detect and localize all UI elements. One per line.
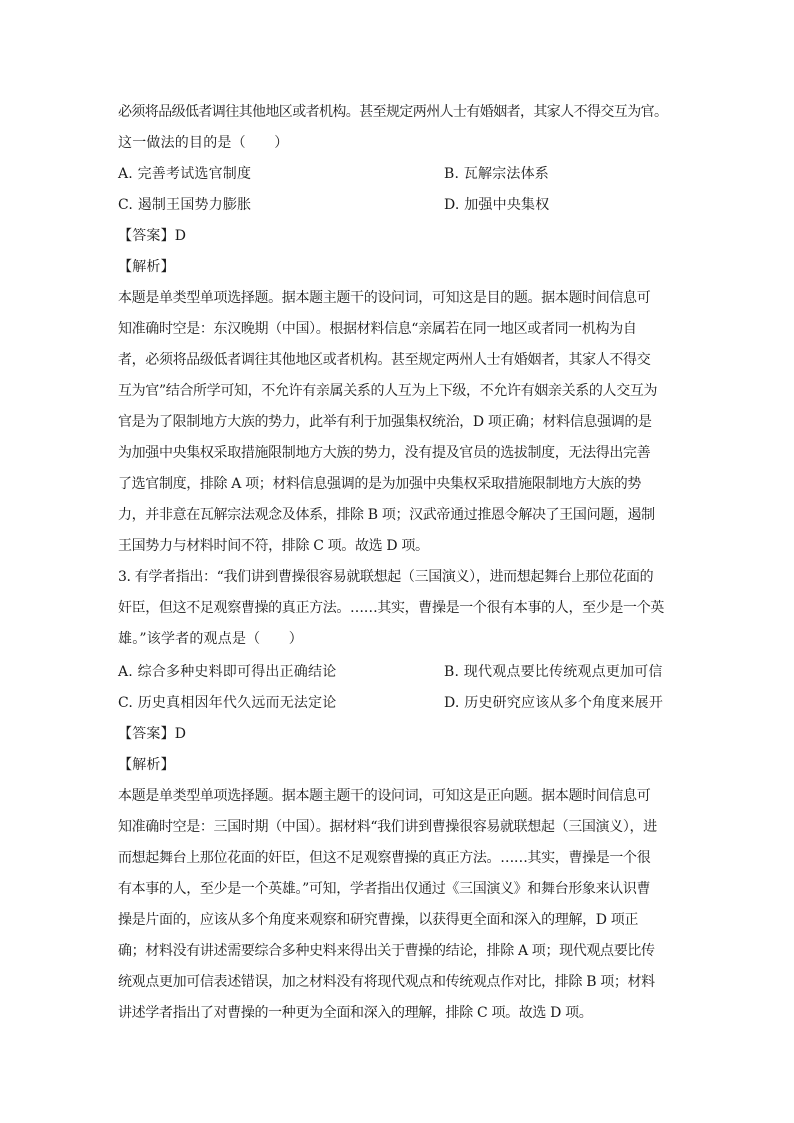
q3-stem-line: 3. 有学者指出：“我们讲到曹操很容易就联想起（三国演义），进而想起舞台上那位花面的 [118,569,654,585]
q2-analysis-line: 为加强中央集权采取措施限制地方大族的势力，没有提及官员的选拔制度，无法得出完善 [118,445,651,461]
q2-analysis-line: 力，并非意在瓦解宗法观念及体系，排除 B 项；汉武帝通过推恩令解决了王国问题，遏制 [118,507,655,523]
q3-analysis-line: 本题是单类型单项选择题。据本题主题干的设问词，可知这是正向题。据本题时间信息可 [118,788,651,804]
q2-answer: 【答案】D [118,228,187,244]
q2-option-a: A. 完善考试选官制度 [118,166,252,182]
q3-analysis-line: 知准确时空是：三国时期（中国）。据材料“我们讲到曹操很容易就联想起（三国演义），进 [118,819,657,835]
q3-analysis-line: 讲述学者指出了对曹操的一种更为全面和深入的理解，排除 C 项。故选 D 项。 [118,1005,593,1021]
q2-analysis-line: 者，必须将品级低者调往其他地区或者机构。甚至规定两州人士有婚姻者，其家人不得交 [118,352,651,368]
q2-analysis-line: 王国势力与材料时间不符，排除 C 项。故选 D 项。 [118,538,429,554]
q2-analysis-line: 了选官制度，排除 A 项；材料信息强调的是为加强中央集权采取措施限制地方大族的势 [118,476,642,492]
q3-option-c: C. 历史真相因年代久远而无法定论 [118,695,337,711]
q2-option-c: C. 遏制王国势力膨胀 [118,197,252,213]
q2-option-b: B. 瓦解宗法体系 [444,166,549,182]
q3-option-a: A. 综合多种史料即可得出正确结论 [118,664,337,680]
q2-stem-line: 必须将品级低者调往其他地区或者机构。甚至规定两州人士有婚姻者，其家人不得交互为官。 [118,104,668,120]
q2-analysis-line: 官是为了限制地方大族的势力，此举有利于加强集权统治，D 项正确；材料信息强调的是 [118,414,652,430]
q3-analysis-line: 确；材料没有讲述需要综合多种史料来得出关于曹操的结论，排除 A 项；现代观点要比传 [118,943,655,959]
q3-stem-line: 雄。”该学者的观点是（ ） [118,631,303,647]
q3-stem-line: 奸臣，但这不足观察曹操的真正方法。……其实，曹操是一个很有本事的人，至少是一个英 [118,600,664,616]
q3-analysis-line: 统观点更加可信表述错误，加之材料没有将现代观点和传统观点作对比，排除 B 项；材料 [118,974,655,990]
q2-option-d: D. 加强中央集权 [444,197,550,213]
q2-analysis-line: 本题是单类型单项选择题。据本题主题干的设问词，可知这是目的题。据本题时间信息可 [118,290,651,306]
q2-analysis-line: 互为官”结合所学可知，不允许有亲属关系的人互为上下级，不允许有姻亲关系的人交互为 [118,383,658,399]
q2-analysis-label: 【解析】 [118,259,175,275]
q3-analysis-line: 有本事的人，至少是一个英雄。”可知，学者指出仅通过《三国演义》和舞台形象来认识曹 [118,881,651,897]
q3-analysis-line: 操是片面的，应该从多个角度来观察和研究曹操，以获得更全面和深入的理解，D 项正 [118,912,639,928]
q3-option-d: D. 历史研究应该从多个角度来展开 [444,695,664,711]
q3-answer: 【答案】D [118,726,187,742]
q3-analysis-line: 而想起舞台上那位花面的奸臣，但这不足观察曹操的真正方法。……其实，曹操是一个很 [118,850,651,866]
q2-analysis-line: 知准确时空是：东汉晚期（中国）。根据材料信息“亲属若在同一地区或者同一机构为自 [118,321,637,337]
q3-option-b: B. 现代观点要比传统观点更加可信 [444,664,663,680]
q3-analysis-label: 【解析】 [118,757,175,773]
q2-stem-line: 这一做法的目的是（ ） [118,135,289,151]
